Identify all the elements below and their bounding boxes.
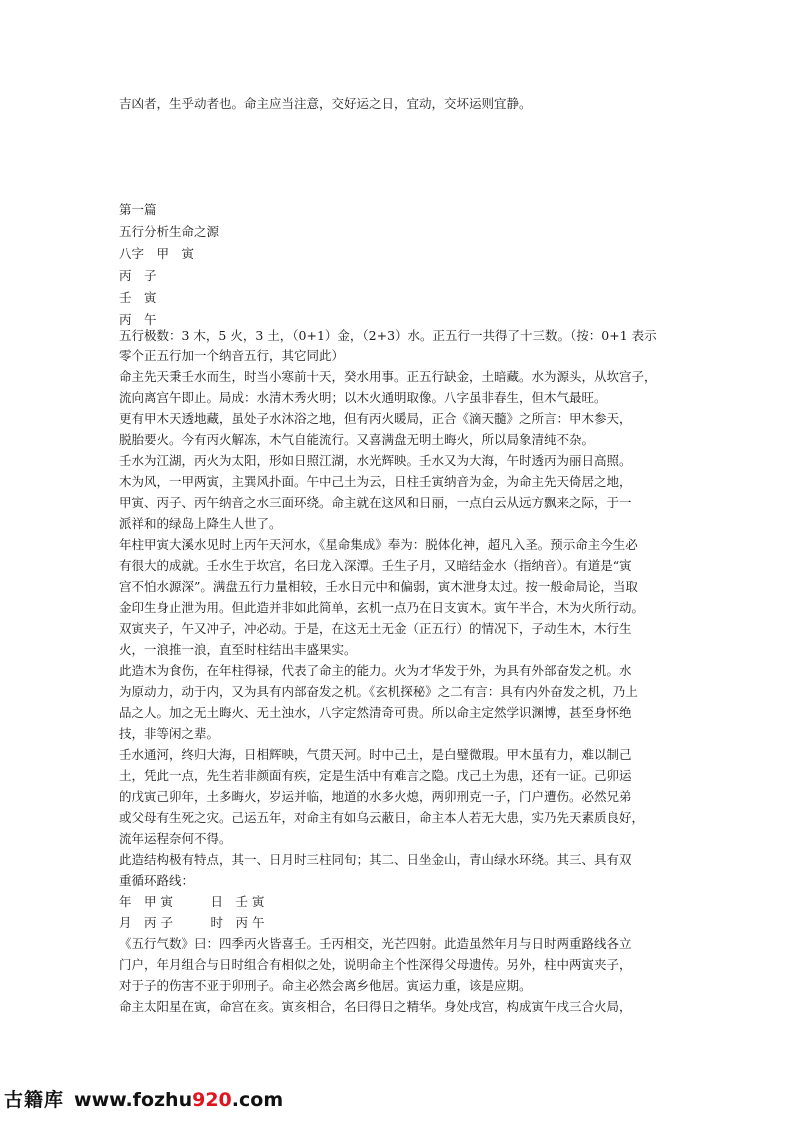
text-line: 火，一浪推一浪，直至时柱结出丰盛果实。 — [119, 642, 357, 657]
text-line: 金印生身止泄为用。但此造并非如此简单，玄机一点乃在日支寅木。寅午半合，木为火所行动。 — [119, 600, 645, 615]
text-line: 壬水为江湖，丙火为太阳，形如日照江湖，水光辉映。壬水又为大海，午时透丙为丽日高照。 — [119, 453, 632, 468]
text-line: 更有甲木天透地藏，虽处子水沐浴之地，但有丙火暖局，正合《滴天髓》之所言：甲木参天， — [119, 411, 632, 426]
text-line: 流年运程奈何不得。 — [119, 831, 232, 846]
text-line: 零个正五行加一个纳音五行，其它同此） — [119, 348, 345, 363]
text-line: 重循环路线： — [119, 873, 195, 888]
bazi-line: 丙 午 — [119, 312, 157, 327]
text-line: 此造木为食伤，在年柱得禄，代表了命主的能力。火为才华发于外，为具有外部奋发之机。水 — [119, 663, 632, 678]
bazi-line: 壬 寅 — [119, 290, 157, 305]
bazi-line: 丙 子 — [119, 268, 157, 283]
text-line: 五行极数：3 木，5 火，3 土，（0+1）金，（2+3）水。正五行一共得了十三数。（按：0+1 表示 — [119, 328, 657, 343]
text-line: 此造结构极有特点，其一、日月时三柱同旬；其二、日坐金山，青山绿水环绕。其三、具有双 — [119, 852, 632, 867]
text-line: 脱胎要火。今有丙火解冻，木气自能流行。又喜满盘无明土晦火，所以局象清纯不杂。 — [119, 432, 595, 447]
text-line: 技，非等闲之辈。 — [119, 726, 220, 741]
text-line: 有很大的成就。壬水生于坎宫，名曰龙入深潭。壬生子月，又暗结金水（指纳音）。有道是“寅 — [119, 558, 632, 573]
text-line: 或父母有生死之灾。己运五年，对命主有如乌云蔽日，命主本人若无大患，实乃先天素质良好， — [119, 810, 645, 825]
chapter-title: 第一篇 — [119, 202, 157, 217]
text-line: 门户，年月组合与日时组合有相似之处，说明命主个性深得父母遗传。另外，柱中两寅夹子， — [119, 957, 632, 972]
text-line: 双寅夹子，午又冲子，冲必动。于是，在这无土无金（正五行）的情况下，子动生木，木行生 — [119, 621, 632, 636]
text-line: 对于子的伤害不亚于卯刑子。命主必然会离乡他居。寅运力重，该是应期。 — [119, 978, 532, 993]
text-line: 甲寅、丙子、丙午纳音之水三面环绕。命主就在这风和日丽，一点白云从远方飘来之际，于一 — [119, 495, 632, 510]
text-line: 命主太阳星在寅，命宫在亥。寅亥相合，名曰得日之精华。身处戌宫，构成寅午戌三合火局， — [119, 999, 632, 1014]
site-url — [74, 1089, 283, 1111]
pillar-line: 月 丙 子 时 丙 午 — [119, 915, 265, 930]
text-line: 派祥和的绿岛上降生人世了。 — [119, 516, 282, 531]
text-line: 宫不怕水源深”。满盘五行力量相较，壬水日元中和偏弱，寅木泄身太过。按一般命局论，当取 — [119, 579, 638, 594]
text-line: 的戊寅己卯年，土多晦火，岁运并临，地道的水多火熄，两卯刑克一子，门户遭伤。必然兄弟 — [119, 789, 632, 804]
text-line: 命主先天秉壬水而生，时当小寒前十天，癸水用事。正五行缺金，土暗藏。水为源头，从坎宫子， — [119, 369, 657, 384]
text-line: 品之人。加之无土晦火、无土浊水，八字定然清奇可贵。所以命主定然学识渊博，甚至身怀绝 — [119, 705, 632, 720]
bazi-line: 八字 甲 寅 — [119, 246, 195, 261]
url-number: 920 — [192, 1089, 232, 1111]
footer-watermark — [4, 1085, 283, 1115]
text-line: 《五行气数》曰：四季丙火皆喜壬。壬丙相交，光芒四射。此造虽然年月与日时两重路线各立 — [119, 936, 632, 951]
pillar-line: 年 甲 寅 日 壬 寅 — [119, 894, 265, 909]
text-line: 流向离宫午即止。局成：水清木秀火明；以木火通明取像。八字虽非春生，但木气最旺。 — [119, 390, 607, 405]
text-line: 土，凭此一点，先生若非颜面有疾，定是生活中有难言之隐。戊己土为患，还有一证。己卯运 — [119, 768, 632, 783]
section-title: 五行分析生命之源 — [119, 224, 220, 239]
url-suffix: .com — [231, 1089, 284, 1111]
text-line: 年柱甲寅大溪水见时上丙午天河水，《星命集成》奉为：脱体化神，超凡入圣。预示命主今生必 — [119, 537, 638, 552]
url-prefix: www.fozhu — [74, 1089, 193, 1111]
text-line: 为原动力，动于内，又为具有内部奋发之机。《玄机探秘》之二有言：具有内外奋发之机，乃上 — [119, 684, 638, 699]
text-line: 壬水通河，终归大海，日相辉映，气贯天河。时中己土，是白璧微瑕。甲木虽有力，难以制己 — [119, 747, 632, 762]
text-line: 木为风，一甲两寅，主巽风扑面。午中己土为云，日柱壬寅纳音为金，为命主先天倚居之地， — [119, 474, 632, 489]
text-line: 吉凶者，生乎动者也。命主应当注意，交好运之日，宜动，交坏运则宜静。 — [119, 96, 532, 111]
site-brand: 古籍库 — [4, 1089, 65, 1111]
